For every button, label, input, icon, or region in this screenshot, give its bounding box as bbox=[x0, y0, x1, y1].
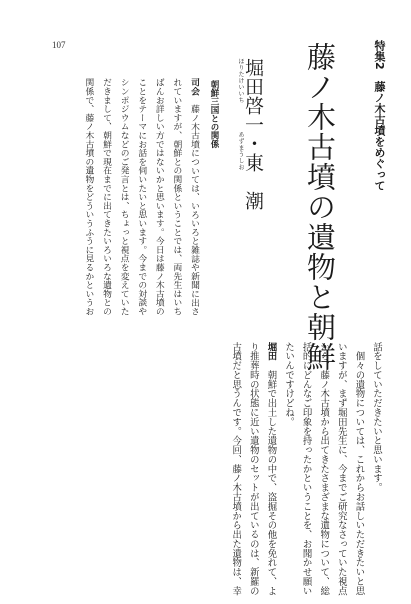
line-text: 藤ノ木古墳については、いろいろと雑誌や新聞に出さ bbox=[189, 95, 199, 316]
lower-text-block bbox=[227, 342, 385, 596]
text-line: ばんお詳しい方ではないかと思います。今日は藤ノ木古墳の bbox=[153, 78, 164, 316]
author-separator: ・ bbox=[242, 134, 264, 153]
page-number: 107 bbox=[52, 40, 66, 50]
speaker-label: 堀田 bbox=[265, 342, 277, 361]
author-ruby-2: あずまうしお bbox=[237, 131, 244, 171]
text-line: いますが、まず堀田先生に、今までご研究なさっていた視点 bbox=[335, 342, 347, 596]
speaker-label: 司会 bbox=[189, 78, 199, 96]
text-line: り推葬時の状態に近い遺物のセットが出ているのは、新羅の bbox=[247, 342, 259, 596]
text-line bbox=[262, 342, 280, 596]
text-line: から、藤ノ木古墳から出てきたさまざまな遺物について、総 bbox=[318, 342, 330, 596]
author-name-1: 堀田啓一 bbox=[242, 58, 264, 134]
author-name-2: 東 潮 bbox=[242, 153, 264, 210]
article-title: 藤ノ木古墳の遺物と朝鮮 bbox=[303, 42, 337, 372]
line-text: 朝鮮で出土した遺物の中で、盗掘その他を免れて、よ bbox=[265, 360, 277, 596]
upper-text-block bbox=[79, 78, 202, 316]
text-line: だきまして、朝鮮で現在までに出てきたいろいろな遺物との bbox=[101, 78, 112, 316]
text-line: シンポジウムなどのご発言とは、ちょっと視点を変えていた bbox=[118, 78, 129, 316]
series-theme: 藤ノ木古墳をめぐって bbox=[373, 80, 386, 191]
text-line: れていますが、朝鮮との関係ということでは、両先生はいち bbox=[171, 78, 182, 316]
text-line bbox=[184, 78, 202, 316]
series-number: 特集2 bbox=[373, 40, 386, 70]
text-line: 括的にどんなご印象を持ったかということを、お聞かせ願い bbox=[300, 342, 312, 596]
series-label bbox=[371, 40, 387, 191]
section-heading: 朝鮮三国との関係 bbox=[209, 80, 219, 148]
text-line: 関係で、藤ノ木古墳の遺物をどういうふうに見るかというお bbox=[83, 78, 94, 316]
author-ruby-1: ほりたけいいち bbox=[237, 58, 244, 104]
text-line: たいんですけどね。 bbox=[283, 342, 295, 427]
text-line: 話をしていただきたいと思います。 bbox=[371, 342, 382, 493]
author-names bbox=[240, 58, 267, 210]
text-line: 古墳だと思うんです。今回、藤ノ木古墳から出た遺物は、幸 bbox=[230, 342, 242, 596]
text-line: ことをテーマにお話を伺いたいと思います。今までの対談や bbox=[136, 78, 147, 316]
text-line: 個々の遺物については、これからお話しいただきたいと思 bbox=[353, 342, 365, 596]
